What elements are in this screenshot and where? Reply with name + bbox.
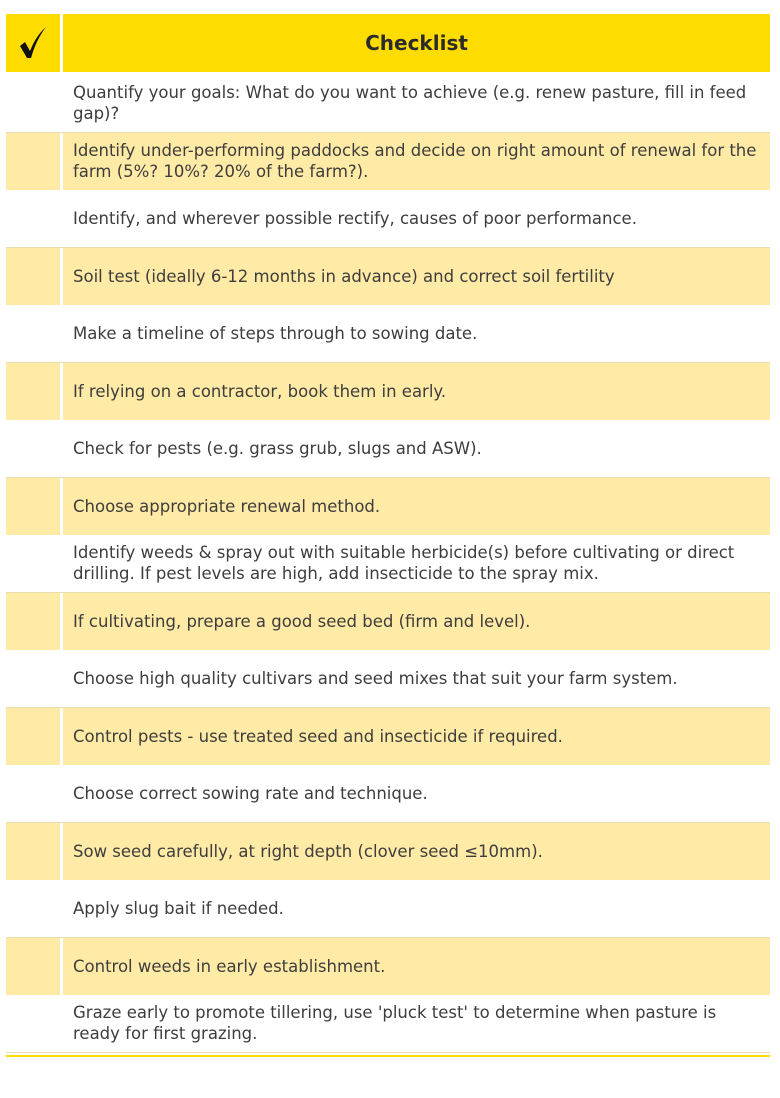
checkbox-cell[interactable] [6, 708, 63, 766]
checkbox-cell[interactable] [6, 190, 63, 247]
checklist-item-text: Choose appropriate renewal method. [63, 478, 770, 536]
checklist-table [6, 14, 770, 1057]
checklist-row [6, 765, 770, 823]
checkbox-cell[interactable] [6, 823, 63, 881]
checklist-item-text: Control pests - use treated seed and insecticide if required. [63, 708, 770, 766]
checklist-item-text: Sow seed carefully, at right depth (clover seed ≤10mm). [63, 823, 770, 881]
checkbox-cell[interactable] [6, 363, 63, 421]
checklist-title: Checklist [63, 14, 770, 72]
checkbox-cell[interactable] [6, 305, 63, 362]
checklist-item-text: Choose correct sowing rate and technique. [73, 783, 428, 803]
checklist-row [6, 75, 770, 133]
checklist-item-text: If cultivating, prepare a good seed bed (firm and level). [63, 593, 770, 651]
bottom-divider [6, 1055, 770, 1057]
checklist-row [6, 248, 770, 306]
checklist-row [6, 190, 770, 248]
checklist-row [6, 650, 770, 708]
checklist-item-text: Quantify your goals: What do you want to achieve (e.g. renew pasture, fill in feed gap)? [73, 83, 747, 124]
checklist-row [6, 995, 770, 1053]
checkbox-cell[interactable] [6, 133, 63, 191]
checklist-item-text: Graze early to promote tillering, use 'pluck test' to determine when pasture is ready for first grazing. [73, 1003, 717, 1044]
checklist-row [6, 133, 770, 191]
checklist-row [6, 823, 770, 881]
checkbox-cell[interactable] [6, 593, 63, 651]
checkbox-cell[interactable] [6, 650, 63, 707]
checkbox-cell[interactable] [6, 478, 63, 536]
checkbox-cell[interactable] [6, 880, 63, 937]
check-column-header [6, 14, 63, 72]
checklist-header [6, 14, 770, 72]
checklist-item-text: Check for pests (e.g. grass grub, slugs and ASW). [73, 438, 482, 458]
checklist-row [6, 363, 770, 421]
checklist-row [6, 938, 770, 996]
checklist-item-text: If relying on a contractor, book them in early. [63, 363, 770, 421]
checklist-item-text: Identify weeds & spray out with suitable herbicide(s) before cultivating or direct drilling. If pest levels are high, add insecticide to the spray mix. [73, 543, 735, 584]
checklist-item-text: Identify, and wherever possible rectify, causes of poor performance. [73, 208, 637, 228]
checklist-item-text: Apply slug bait if needed. [73, 898, 284, 918]
checklist-row [6, 535, 770, 593]
checklist-row [6, 593, 770, 651]
checklist-row [6, 478, 770, 536]
checkbox-cell[interactable] [6, 420, 63, 477]
checklist-item-text: Soil test (ideally 6-12 months in advance) and correct soil fertility [63, 248, 770, 306]
checklist-row [6, 880, 770, 938]
checkbox-cell[interactable] [6, 765, 63, 822]
checklist-item-text: Choose high quality cultivars and seed mixes that suit your farm system. [73, 668, 678, 688]
checkbox-cell[interactable] [6, 248, 63, 306]
check-mark-icon [18, 26, 48, 60]
checkbox-cell[interactable] [6, 75, 63, 132]
checklist-rows [6, 75, 770, 1053]
checkbox-cell[interactable] [6, 938, 63, 996]
checkbox-cell[interactable] [6, 995, 63, 1052]
checklist-row [6, 305, 770, 363]
checklist-item-text: Control weeds in early establishment. [63, 938, 770, 996]
checklist-row [6, 420, 770, 478]
checklist-row [6, 708, 770, 766]
checklist-item-text: Make a timeline of steps through to sowing date. [73, 323, 478, 343]
checkbox-cell[interactable] [6, 535, 63, 592]
checklist-item-text: Identify under-performing paddocks and decide on right amount of renewal for the farm (5%? 10%? 20% of the farm?). [63, 133, 770, 191]
